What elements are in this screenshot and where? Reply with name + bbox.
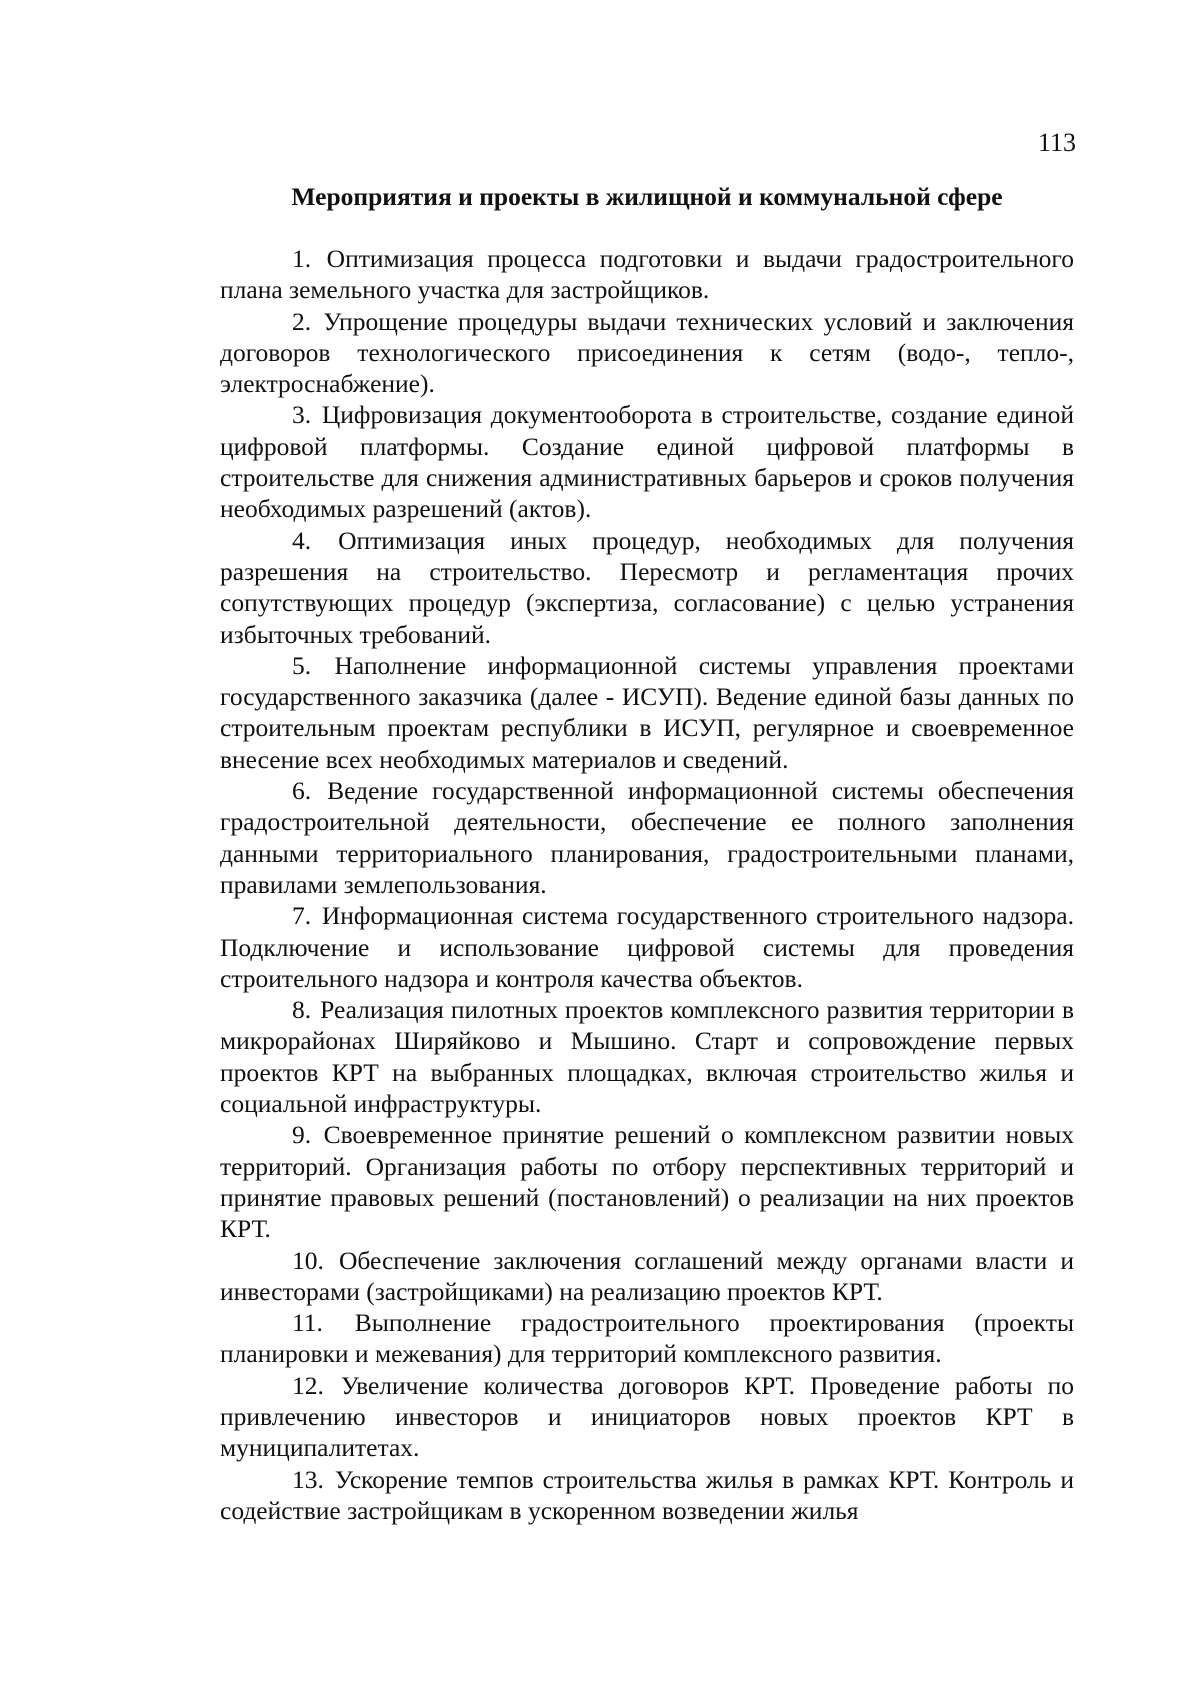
item-number: 6. [292,776,312,806]
list-item [220,1119,1074,1244]
measures-list [220,243,1074,1526]
list-item [220,399,1074,524]
item-text: Оптимизация процесса подготовки и выдачи градостроительного плана земельного участка для застройщиков. [220,244,1074,305]
list-item [220,775,1074,900]
item-number: 7. [292,901,312,931]
item-number: 1. [292,244,312,273]
item-text: Реализация пилотных проектов комплексного развития территории в микрорайонах Ширяйково и Мышино. Старт и сопровождение первых проектов КРТ на выбранных площадках, включая строительство жилья и социальной инфраструктуры. [220,995,1074,1119]
item-text: Наполнение информационной системы управления проектами государственного заказчика (далее - ИСУП). Ведение единой базы данных по строительным проектам республики в ИСУП, регулярное и своевременное внесение всех необходимых материалов и сведений. [220,650,1074,774]
item-text: Увеличение количества договоров КРТ. Проведение работы по привлечению инвесторов и инициаторов новых проектов КРТ в муниципалитетах. [220,1370,1074,1463]
item-number: 4. [292,525,312,555]
page-number: 113 [1037,128,1076,157]
item-number: 13. [292,1464,324,1494]
section-heading: Мероприятия и проекты в жилищной и коммунальной сфере [291,182,1003,211]
item-text: Информационная система государственного строительного надзора. Подключение и использование цифровой системы для проведения строительного надзора и контроля качества объектов. [220,901,1074,993]
list-item [220,1245,1074,1308]
item-text: Ускорение темпов строительства жилья в рамках КРТ. Контроль и содействие застройщикам в ускоренном возведении жилья [220,1464,1074,1525]
item-text: Упрощение процедуры выдачи технических условий и заключения договоров технологического присоединения к сетям (водо-, тепло-, электроснабжение). [220,306,1074,399]
item-text: Цифровизация документооборота в строительстве, создание единой цифровой платформы. Создание единой цифровой платформы в строительстве для снижения административных барьеров и сроков получения необходимых разрешений (актов). [220,400,1074,524]
list-item [220,994,1074,1119]
item-number: 12. [292,1370,324,1400]
list-item [220,900,1074,994]
item-text: Ведение государственной информационной системы обеспечения градостроительной деятельности, обеспечение ее полного заполнения данными территориального планирования, градостроительными планами, правилами землепользования. [220,776,1074,899]
item-number: 11. [292,1308,323,1338]
list-item [220,243,1074,306]
list-item [220,1464,1074,1527]
list-item [220,650,1074,775]
item-text: Выполнение градостроительного проектирования (проекты планировки и межевания) для территорий комплексного развития. [220,1308,1075,1369]
list-item [220,1307,1074,1370]
list-item [220,525,1074,650]
item-number: 9. [292,1120,312,1150]
item-number: 3. [292,400,312,430]
item-text: Оптимизация иных процедур, необходимых для получения разрешения на строительство. Пересмотр и регламентация прочих сопутствующих процедур (экспертиза, согласование) с целью устранения избыточных требований. [220,525,1075,649]
item-number: 2. [292,306,312,336]
item-text: Своевременное принятие решений о комплексном развитии новых территорий. Организация работы по отбору перспективных территорий и принятие правовых решений (постановлений) о реализации на них проектов КРТ. [220,1120,1074,1244]
item-text: Обеспечение заключения соглашений между органами власти и инвесторами (застройщиками) на реализацию проектов КРТ. [220,1245,1075,1306]
list-item [220,306,1074,400]
item-number: 10. [292,1245,324,1275]
list-item [220,1370,1074,1464]
item-number: 8. [292,995,312,1025]
item-number: 5. [292,650,312,680]
